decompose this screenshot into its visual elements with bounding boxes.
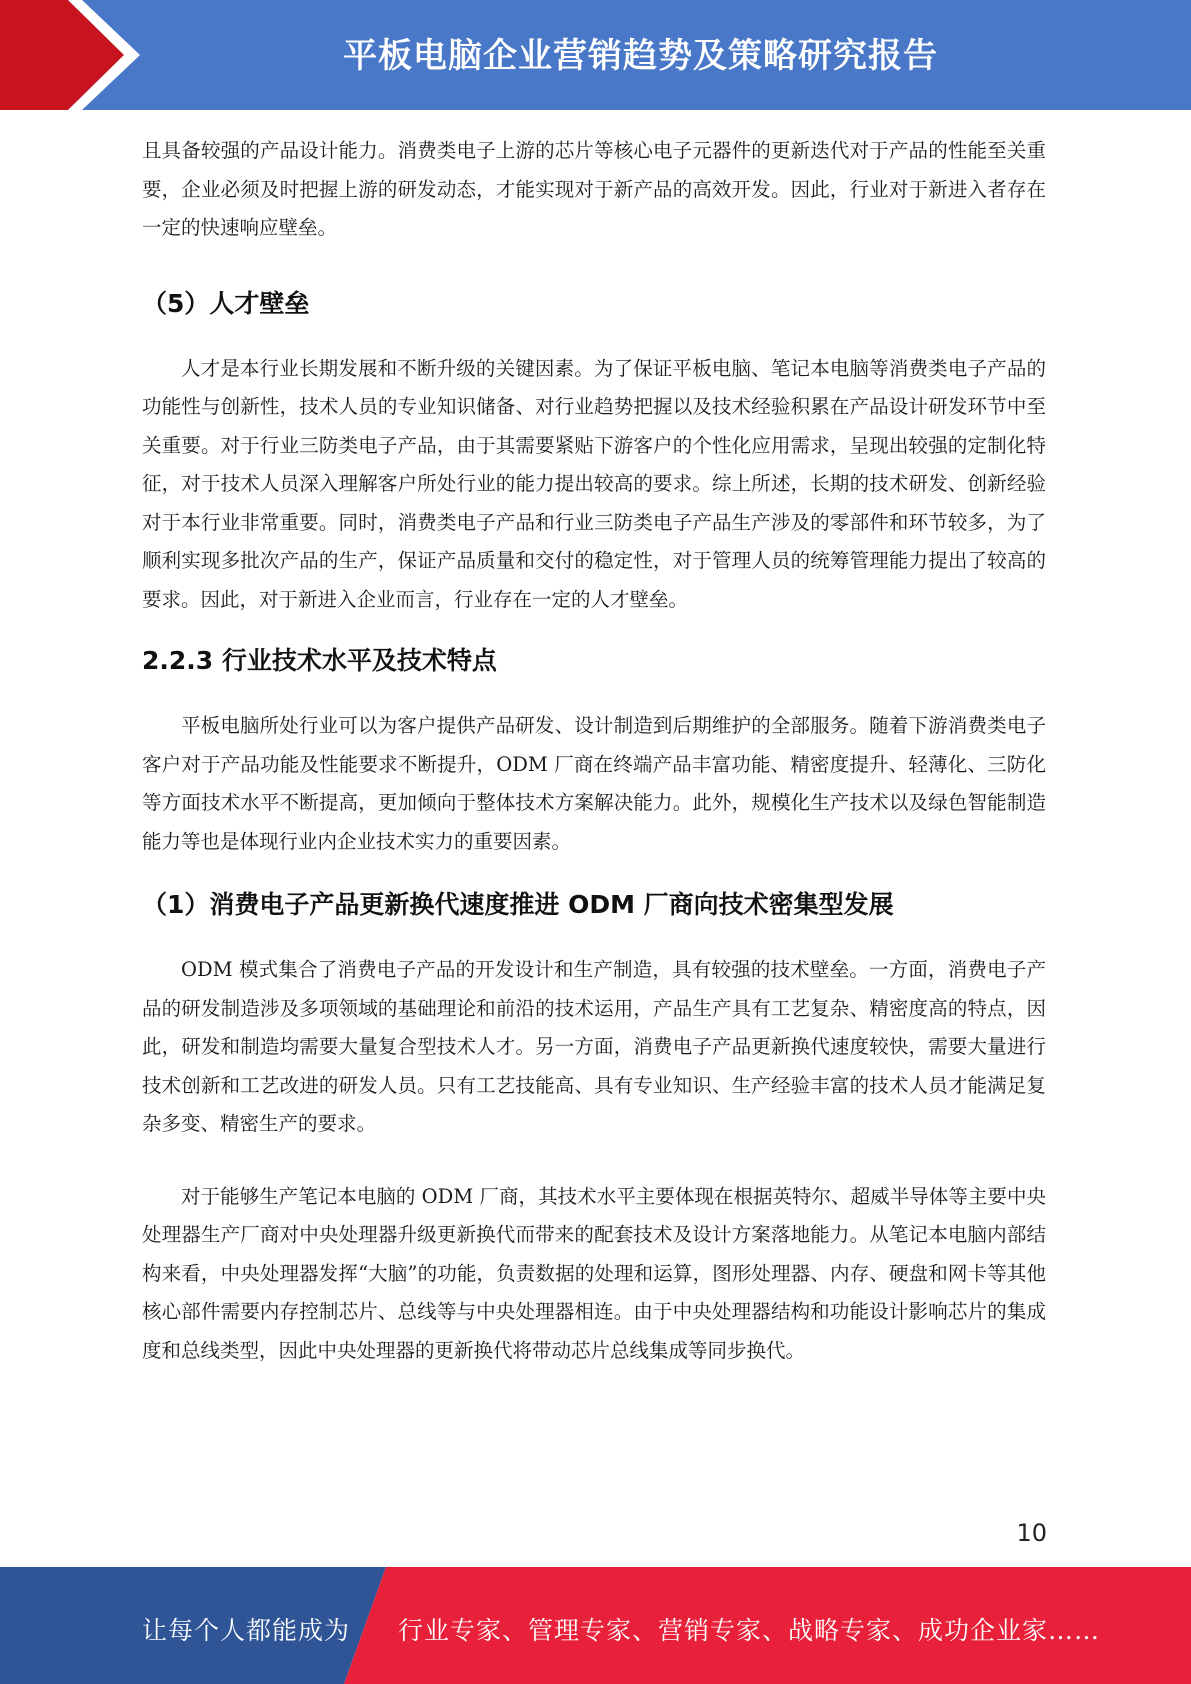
subheading-talent-barrier: （5）人才壁垒 bbox=[142, 288, 310, 318]
paragraph-notebook-odm: 对于能够生产笔记本电脑的 ODM 厂商，其技术水平主要体现在根据英特尔、超威半导体等主要中央处理器生产厂商对中央处理器升级更新换代而带来的配套技术及设计方案落地能力。从笔记本电脑内部结构来看，中央处理器发挥“大脑”的功能，负责数据的处理和运算，图形处理器、内存、硬盘和网卡等其他核心部件需要内存控制芯片、总线等与中央处理器相连。由于中央处理器结构和功能设计影响芯片的集成度和总线类型，因此中央处理器的更新换代将带动芯片总线集成等同步换代。 bbox=[142, 1184, 1046, 1362]
page-header bbox=[0, 0, 1191, 110]
paragraph-odm-model: ODM 模式集合了消费电子产品的开发设计和生产制造，具有较强的技术壁垒。一方面，消费电子产品的研发制造涉及多项领域的基础理论和前沿的技术运用，产品生产具有工艺复杂、精密度高的特点，因此，研发和制造均需要大量复合型技术人才。另一方面，消费电子产品更新换代速度较快，需要大量进行技术创新和工艺改进的研发人员。只有工艺技能高、具有专业知识、生产经验丰富的技术人员才能满足复杂多变、精密生产的要求。 bbox=[142, 958, 1046, 1135]
subheading-odm-tech-intensive: （1）消费电子产品更新换代速度推进 ODM 厂商向技术密集型发展 bbox=[142, 890, 894, 919]
page-number: 10 bbox=[1016, 1519, 1047, 1547]
section-heading-2-2-3: 2.2.3 行业技术水平及技术特点 bbox=[142, 646, 497, 675]
footer-slogan-left: 让每个人都能成为 bbox=[142, 1616, 351, 1645]
report-title: 平板电脑企业营销趋势及策略研究报告 bbox=[343, 36, 938, 76]
paragraph-intro-continuation: 且具备较强的产品设计能力。消费类电子上游的芯片等核心电子元器件的更新迭代对于产品的性能至关重要，企业必须及时把握上游的研发动态，才能实现对于新产品的高效开发。因此，行业对于新进入者存在一定的快速响应壁垒。 bbox=[142, 139, 1046, 239]
paragraph-talent-barrier: 人才是本行业长期发展和不断升级的关键因素。为了保证平板电脑、笔记本电脑等消费类电子产品的功能性与创新性，技术人员的专业知识储备、对行业趋势把握以及技术经验积累在产品设计研发环节中至关重要。对于行业三防类电子产品，由于其需要紧贴下游客户的个性化应用需求，呈现出较强的定制化特征，对于技术人员深入理解客户所处行业的能力提出较高的要求。综上所述，长期的技术研发、创新经验对于本行业非常重要。同时，消费类电子产品和行业三防类电子产品生产涉及的零部件和环节较多，为了顺利实现多批次产品的生产，保证产品质量和交付的稳定性，对于管理人员的统筹管理能力提出了较高的要求。因此，对于新进入企业而言，行业存在一定的人才壁垒。 bbox=[142, 356, 1046, 611]
page-content bbox=[142, 132, 1046, 1370]
footer-slogan-right: 行业专家、管理专家、营销专家、战略专家、成功企业家…… bbox=[398, 1616, 1101, 1645]
paragraph-tech-level: 平板电脑所处行业可以为客户提供产品研发、设计制造到后期维护的全部服务。随着下游消费类电子客户对于产品功能及性能要求不断提升，ODM 厂商在终端产品丰富功能、精密度提升、轻薄化、三防化等方面技术水平不断提高，更加倾向于整体技术方案解决能力。此外，规模化生产技术以及绿色智能制造能力等也是体现行业内企业技术实力的重要因素。 bbox=[142, 714, 1046, 853]
page-footer bbox=[0, 1567, 1191, 1684]
